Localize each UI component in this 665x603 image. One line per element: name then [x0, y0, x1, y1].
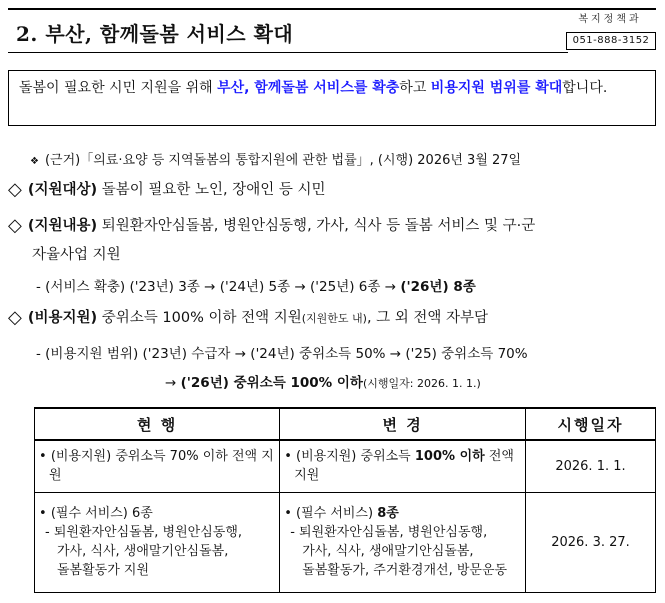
section-content-line2: 자율사업 지원: [32, 247, 121, 263]
summary-text-post: 합니다.: [562, 80, 608, 96]
row2-change-line1: - 퇴원환자안심돌봄, 병원안심동행,: [290, 525, 488, 540]
row1-change: [280, 440, 526, 492]
page-title: 2. 부산, 함께돌봄 서비스 확대: [16, 22, 294, 46]
row2-date: 2026. 3. 27.: [526, 492, 656, 592]
section-cost-label: (비용지원): [27, 310, 98, 326]
table-header-row: [35, 408, 656, 440]
section-cost-text-2: , 그 외 전액 자부담: [366, 310, 489, 326]
header-bottom-rule: [8, 52, 568, 53]
section-target-label: (지원대상): [27, 182, 98, 198]
section-content-text: 퇴원환자안심돌봄, 병원안심동행, 가사, 식사 등 돌봄 서비스 및 구·군: [97, 218, 536, 234]
row1-date: 2026. 1. 1.: [526, 440, 656, 492]
row2-current-line1: - 퇴원환자안심돌봄, 병원안심동행,: [45, 525, 243, 540]
cost-range-2026: [165, 371, 481, 391]
header-top-rule: [8, 8, 656, 10]
row1-current-item: [39, 447, 275, 485]
row1-current: [35, 440, 280, 492]
section-cost-limit-note: (지원한도 내): [301, 312, 367, 325]
row2-change-head-text: (필수 서비스): [296, 506, 378, 521]
diamond-outline-icon: ◇: [8, 307, 22, 328]
row2-current-head-text: (필수 서비스) 6종: [50, 506, 153, 521]
section-content-label: (지원내용): [27, 218, 98, 234]
row2-current-line3: 돌봄활동가 지원: [57, 563, 150, 578]
service-expansion: [36, 275, 476, 295]
summary-highlight-1: 부산, 함께돌봄 서비스를 확충: [217, 80, 400, 96]
service-expansion-2026: ('26년) 8종: [400, 279, 476, 295]
cost-range-arrow: →: [165, 375, 181, 391]
table-row: [35, 440, 656, 492]
row1-change-text: (비용지원) 중위소득: [296, 449, 415, 465]
department-label: 복지정책과: [578, 14, 642, 25]
row1-change-text-end: 전액 지원: [294, 449, 514, 484]
row2-change-head-bold: 8종: [377, 506, 399, 521]
diamond-outline-icon: ◇: [8, 215, 22, 236]
header-current: 현 행: [35, 408, 280, 440]
section-target: [8, 178, 326, 200]
legal-basis-text: (근거)「의료·요양 등 지역돌봄의 통합지원에 관한 법률」, (시행) 2026년 3월 27일: [44, 153, 522, 168]
bullet-icon: •: [284, 506, 292, 521]
row1-change-item: [284, 447, 521, 485]
row2-change-line3: 돌봄활동가, 주거환경개선, 방문운동: [302, 563, 508, 578]
cost-range-2026-bold: ('26년) 중위소득 100% 이하: [180, 375, 363, 391]
diamond-bullet-icon: ❖: [30, 156, 39, 167]
summary-highlight-2: 비용지원 범위를 확대: [430, 80, 563, 96]
row2-current-line2: 가사, 식사, 생애말기안심돌봄,: [57, 544, 229, 559]
row1-change-bold: 100% 이하: [414, 449, 485, 465]
comparison-table: [34, 407, 656, 593]
row2-current: [35, 492, 280, 592]
summary-text-mid: 하고: [399, 80, 431, 96]
cost-range: - (비용지원 범위) ('23년) 수급자 → ('24년) 중위소득 50% → ('25) 중위소득 70%: [36, 346, 528, 362]
table-row: [35, 492, 656, 592]
row2-change-head: [284, 504, 521, 523]
row1-current-text: (비용지원) 중위소득 70% 이하 전액 지원: [49, 449, 274, 484]
header-change: 변 경: [280, 408, 526, 440]
department-phone: 051-888-3152: [566, 32, 656, 50]
summary-box: [8, 70, 656, 126]
row2-current-head: [39, 504, 275, 523]
service-expansion-text: - (서비스 확충) ('23년) 3종 → ('24년) 5종 → ('25년) 6종 →: [36, 279, 401, 295]
section-cost-text-1: 중위소득 100% 이하 전액 지원: [97, 310, 302, 326]
section-cost: [8, 306, 488, 328]
bullet-icon: •: [39, 449, 47, 465]
summary-text-pre: 돌봄이 필요한 시민 지원을 위해: [19, 80, 218, 96]
legal-basis: [30, 149, 521, 168]
section-content: [8, 214, 535, 236]
row2-change-line2: 가사, 식사, 생애말기안심돌봄,: [302, 544, 474, 559]
bullet-icon: •: [284, 449, 292, 465]
header-effective-date: 시행일자: [526, 408, 656, 440]
row2-change: [280, 492, 526, 592]
cost-range-effective-date: (시행일자: 2026. 1. 1.): [362, 377, 481, 390]
bullet-icon: •: [39, 506, 47, 521]
diamond-outline-icon: ◇: [8, 179, 22, 200]
section-target-text: 돌봄이 필요한 노인, 장애인 등 시민: [97, 182, 326, 198]
